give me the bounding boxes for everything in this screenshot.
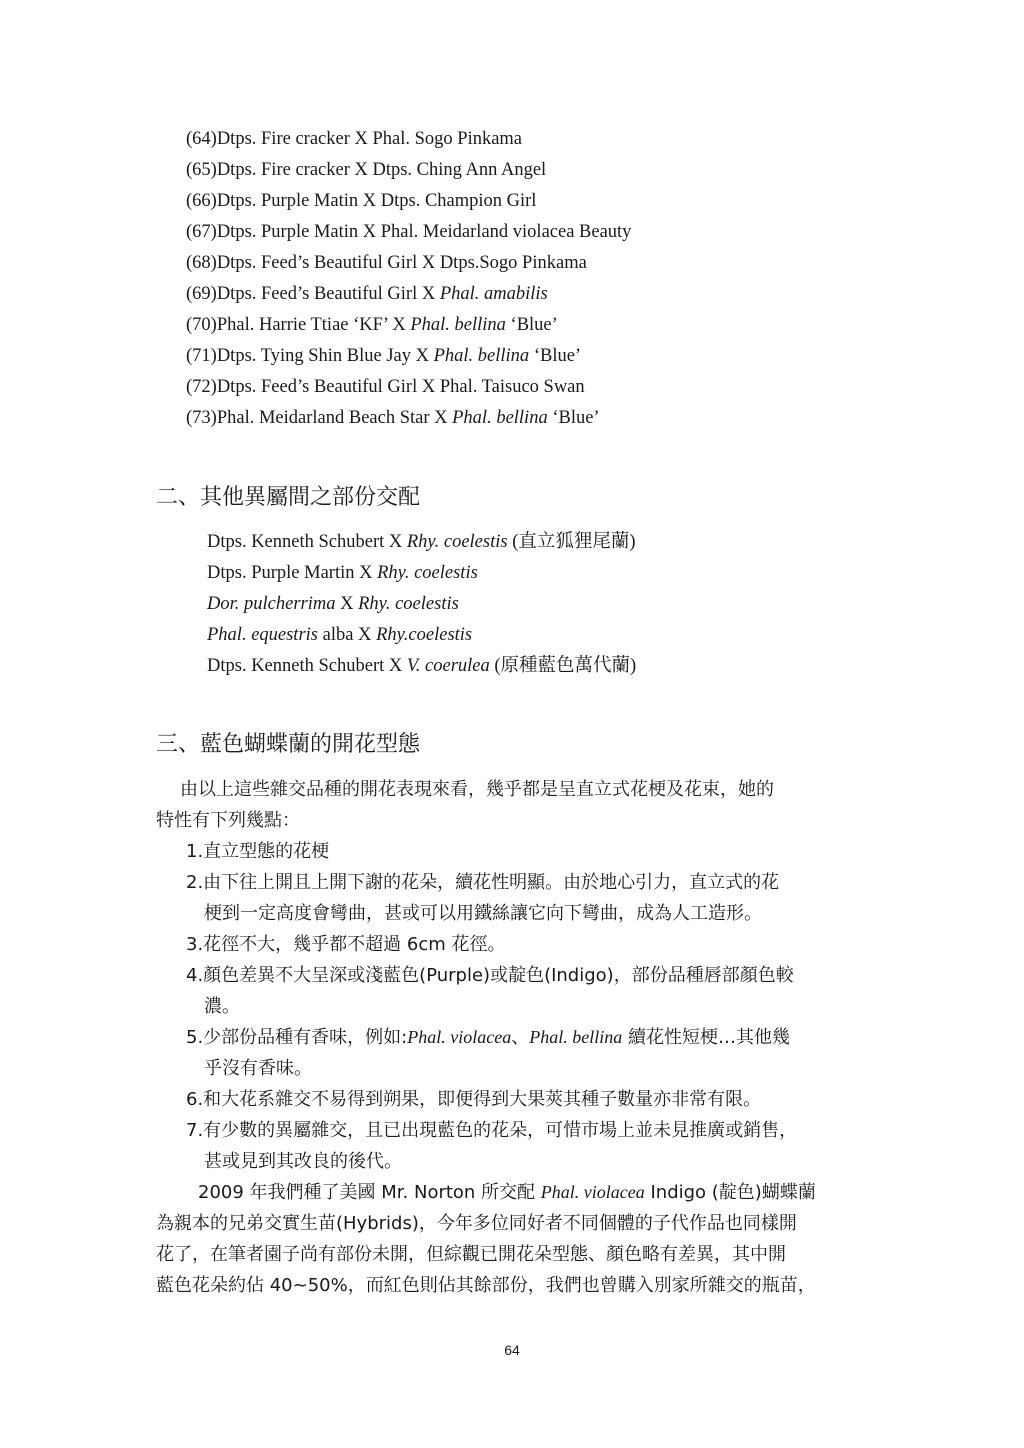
text-segment: Dtps. Purple Martin X <box>207 563 378 583</box>
text-segment: 3.花徑不大，幾乎都不超過 6cm 花徑。 <box>186 934 506 955</box>
section-3-body <box>156 774 872 1301</box>
text-segment: Dtps. Kenneth Schubert X <box>207 656 407 676</box>
body-text-line <box>156 1022 872 1053</box>
italic-taxon-text: Phal. bellina <box>529 1027 623 1047</box>
cross-list-item <box>0 217 1024 248</box>
cross-list-item <box>0 155 1024 186</box>
text-segment: 、 <box>511 1027 530 1048</box>
text-segment: ‘Blue’ <box>505 315 558 335</box>
text-segment: 2009 年我們種了美國 Mr. Norton 所交配 <box>198 1182 541 1203</box>
italic-taxon-text: Phal. bellina <box>410 315 506 335</box>
intergeneric-cross-item <box>0 620 1024 651</box>
italic-taxon-text: Phal. equestris <box>207 625 318 645</box>
cross-list-item <box>0 310 1024 341</box>
text-segment: (原種藍色萬代蘭) <box>489 656 637 676</box>
body-text-line <box>156 1239 872 1270</box>
cross-list-item <box>0 403 1024 434</box>
intergeneric-cross-item <box>0 651 1024 682</box>
text-segment: (66)Dtps. Purple Matin X Dtps. Champion Girl <box>186 191 537 211</box>
text-segment: 7.有少數的異屬雜交，且已出現藍色的花朵，可惜市場上並未見推廣或銷售， <box>186 1120 798 1141</box>
italic-taxon-text: Rhy.coelestis <box>376 625 473 645</box>
text-segment: 續花性短梗…其他幾 <box>622 1027 790 1048</box>
text-segment: (64)Dtps. Fire cracker X Phal. Sogo Pinkama <box>186 129 523 149</box>
body-text-line <box>156 774 872 805</box>
text-segment: Indigo (靛色)蝴蝶蘭 <box>644 1182 816 1203</box>
body-text-line <box>156 1208 872 1239</box>
text-segment: (70)Phal. Harrie Ttiae ‘KF’ X <box>186 315 411 335</box>
body-text-line <box>156 1115 872 1146</box>
page-number: 64 <box>504 1342 520 1358</box>
italic-taxon-text: Rhy. coelestis <box>377 563 478 583</box>
text-segment: 花了，在筆者園子尚有部份未開，但綜觀已開花朵型態、顏色略有差異，其中開 <box>156 1244 786 1265</box>
text-segment: Dtps. Kenneth Schubert X <box>207 532 407 552</box>
intergeneric-cross-list <box>0 527 1024 682</box>
text-segment: (71)Dtps. Tying Shin Blue Jay X <box>186 346 434 366</box>
italic-taxon-text: Phal. bellina <box>452 408 548 428</box>
body-text-line <box>156 1146 872 1177</box>
body-text-line <box>156 1084 872 1115</box>
text-segment: (69)Dtps. Feed’s Beautiful Girl X <box>186 284 440 304</box>
body-text-line <box>156 991 872 1022</box>
text-segment: (67)Dtps. Purple Matin X Phal. Meidarland violacea Beauty <box>186 222 632 242</box>
italic-taxon-text: Dor. pulcherrima <box>207 594 336 614</box>
text-segment: 為親本的兄弟交實生苗(Hybrids)，今年多位同好者不同個體的子代作品也同樣開 <box>156 1213 797 1234</box>
text-segment: ‘Blue’ <box>547 408 600 428</box>
section-3-title: 三、藍色蝴蝶蘭的開花型態 <box>156 732 421 757</box>
italic-taxon-text: Phal. amabilis <box>439 284 548 304</box>
body-text-line <box>156 1177 872 1208</box>
body-text-line <box>156 1270 872 1301</box>
text-segment: 乎沒有香味。 <box>204 1058 312 1079</box>
text-segment: 藍色花朵約佔 40~50%，而紅色則佔其餘部份，我們也曾購入別家所雜交的瓶苗， <box>156 1275 816 1296</box>
text-segment: 濃。 <box>204 996 240 1017</box>
cross-list-item <box>0 248 1024 279</box>
intergeneric-cross-item <box>0 589 1024 620</box>
text-segment: 甚或見到其改良的後代。 <box>204 1151 402 1172</box>
italic-taxon-text: Rhy. coelestis <box>406 532 508 552</box>
body-text-line <box>156 960 872 991</box>
text-segment: ‘Blue’ <box>529 346 582 366</box>
text-segment: (65)Dtps. Fire cracker X Dtps. Ching Ann Angel <box>186 160 547 180</box>
italic-taxon-text: Rhy. coelestis <box>358 594 459 614</box>
body-text-line <box>156 898 872 929</box>
intergeneric-cross-item <box>0 558 1024 589</box>
text-segment: 2.由下往上開且上開下謝的花朵，續花性明顯。由於地心引力，直立式的花 <box>186 872 780 893</box>
text-segment: X <box>335 594 359 614</box>
text-segment: (73)Phal. Meidarland Beach Star X <box>186 408 453 428</box>
intergeneric-cross-item <box>0 527 1024 558</box>
text-segment: (72)Dtps. Feed’s Beautiful Girl X Phal. Taisuco Swan <box>186 377 585 397</box>
text-segment: 4.顏色差異不大呈深或淺藍色(Purple)或靛色(Indigo)，部份品種唇部顏色較 <box>186 965 794 986</box>
body-text-line <box>156 867 872 898</box>
text-segment: (68)Dtps. Feed’s Beautiful Girl X Dtps.Sogo Pinkama <box>186 253 587 273</box>
italic-taxon-text: V. coerulea <box>406 656 490 676</box>
cross-list-item <box>0 124 1024 155</box>
body-text-line <box>156 836 872 867</box>
section-2-title: 二、其他異屬間之部份交配 <box>156 485 421 510</box>
text-segment: 6.和大花系雜交不易得到朔果，即便得到大果莢其種子數量亦非常有限。 <box>186 1089 762 1110</box>
cross-list-item <box>0 186 1024 217</box>
italic-taxon-text: Phal. violacea <box>407 1027 512 1047</box>
italic-taxon-text: Phal. bellina <box>433 346 530 366</box>
text-segment: 由以上這些雜交品種的開花表現來看，幾乎都是呈直立式花梗及花束，她的 <box>180 779 774 800</box>
italic-taxon-text: Phal. violacea <box>540 1182 645 1202</box>
text-segment: 梗到一定高度會彎曲，甚或可以用鐵絲讓它向下彎曲，成為人工造形。 <box>204 903 762 924</box>
text-segment: 1.直立型態的花梗 <box>186 841 330 862</box>
text-segment: (直立狐狸尾蘭) <box>507 532 636 552</box>
cross-list <box>0 124 1024 434</box>
cross-list-item <box>0 372 1024 403</box>
text-segment: 特性有下列幾點： <box>156 810 300 831</box>
body-text-line <box>156 805 872 836</box>
text-segment: 5.少部份品種有香味，例如: <box>186 1027 408 1048</box>
text-segment: alba X <box>318 625 377 645</box>
cross-list-item <box>0 341 1024 372</box>
cross-list-item <box>0 279 1024 310</box>
body-text-line <box>156 1053 872 1084</box>
body-text-line <box>156 929 872 960</box>
